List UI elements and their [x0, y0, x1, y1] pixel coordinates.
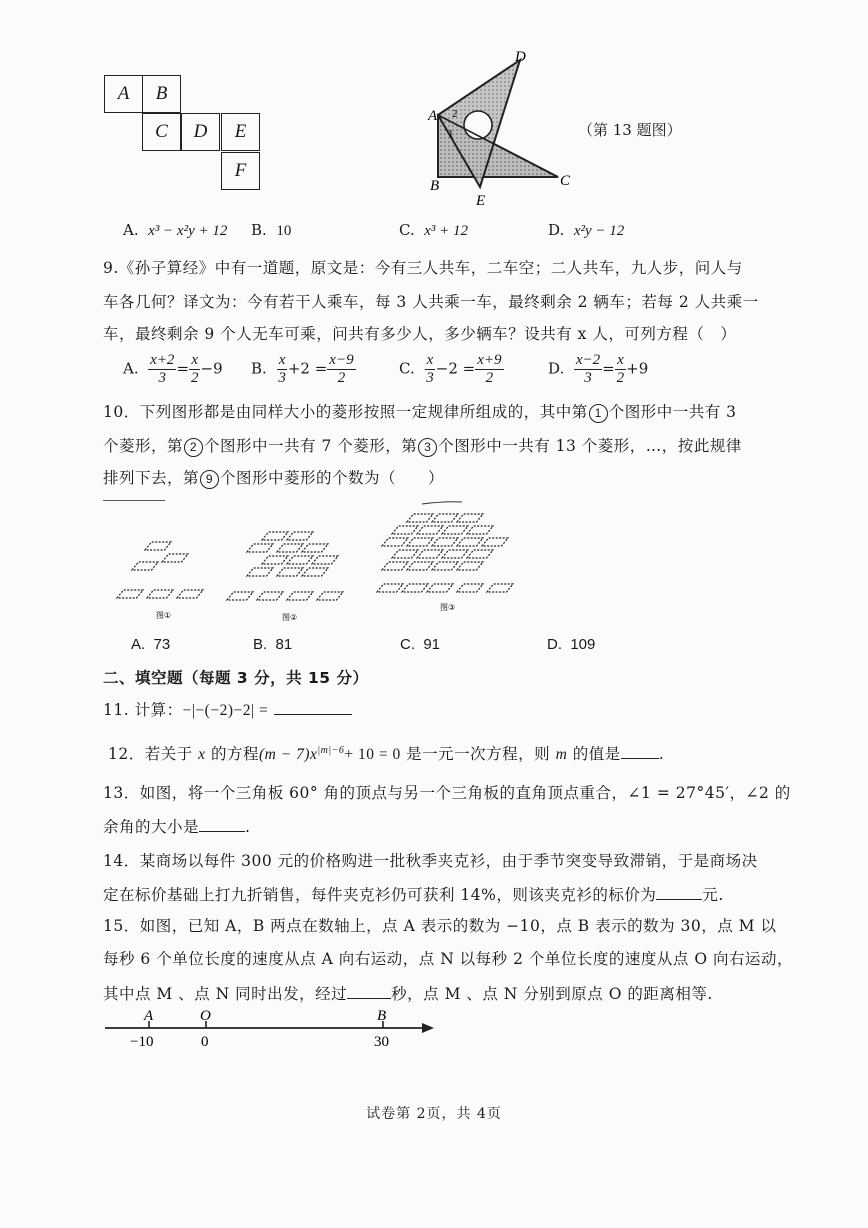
- rhombus: [467, 550, 493, 558]
- rhombus: [227, 592, 253, 600]
- q10-option-b: B. 81: [253, 636, 293, 653]
- net-cell-f: F: [221, 152, 260, 190]
- rhombus: [132, 562, 158, 570]
- number-line: [100, 1004, 440, 1054]
- q9-line-2: 车各几何？译文为：今有若干人乘车，每 3 人共乘一车，最终剩余 2 辆车；若每 2 人共乘一: [103, 293, 759, 311]
- label-e: E: [476, 193, 486, 209]
- q8-option-d: D. x²y − 12: [548, 221, 625, 239]
- point-b-label: B: [377, 1008, 387, 1024]
- point-o-label: O: [200, 1008, 211, 1024]
- q11-answer-blank[interactable]: [274, 714, 352, 715]
- q14-line-1: 14．某商场以每件 300 元的价格购进一批秋季夹克衫，由于季节突变导致滞销，于是商场决: [103, 852, 758, 870]
- rhombus: [145, 542, 171, 550]
- rhombus: [457, 514, 483, 522]
- rhombus: [302, 544, 328, 552]
- rhombus: [117, 590, 143, 598]
- q9-option-b: B. $\frac{x}{3}$ +2 = $\frac{x-9}{2}$: [251, 352, 354, 386]
- label-b: B: [430, 178, 440, 194]
- q14-answer-blank[interactable]: [656, 899, 702, 900]
- q15-answer-blank[interactable]: [347, 998, 391, 999]
- label-c: C: [560, 173, 571, 189]
- net-cell-e: E: [221, 113, 260, 151]
- q15-line-3: 其中点 M 、点 N 同时出发，经过 秒，点 M 、点 N 分别到原点 O 的距离相等.: [103, 985, 713, 1003]
- rhombus: [442, 526, 468, 534]
- rhombus: [407, 562, 433, 570]
- q12: 12．若关于 x 的方程$(m - 7)x^{|m|-6}+ 10 = 0$ 是一元一次方程，则 m 的值是 .: [108, 744, 665, 763]
- q12-answer-blank[interactable]: [621, 758, 659, 759]
- figure-2-label: 图②: [282, 613, 298, 622]
- point-a-label: A: [144, 1008, 154, 1024]
- rhombus: [407, 538, 433, 546]
- q15-line-1: 15．如图，已知 A，B 两点在数轴上，点 A 表示的数为 −10，点 B 表示的数为 30，点 M 以: [103, 917, 777, 935]
- rhombus: [392, 526, 418, 534]
- rhombus: [417, 526, 443, 534]
- q13-line-1: 13．如图，将一个三角板 60° 角的顶点与另一个三角板的直角顶点重合，∠1 = 27°45′，∠2 的: [103, 784, 791, 802]
- rhombus: [382, 562, 408, 570]
- rhombus: [277, 544, 303, 552]
- q8-option-a: A. x³ − x²y + 12: [123, 221, 228, 239]
- rhombus: [312, 556, 338, 564]
- q14-line-2: 定在标价基础上打九折销售，每件夹克衫仍可获利 14%，则该夹克衫的标价为 元.: [103, 886, 724, 904]
- q13-line-2: 余角的大小是 .: [103, 818, 251, 836]
- q9-option-d: D. $\frac{x-2}{3}$ = $\frac{x}{2}$ +9: [548, 352, 649, 386]
- rhombus: [147, 590, 173, 598]
- net-cell-d: D: [181, 113, 220, 151]
- net-cell-c: C: [142, 113, 181, 151]
- q10-option-c: C. 91: [400, 636, 441, 653]
- q10-line-1: 10．下列图形都是由同样大小的菱形按照一定规律所组成的，其中第 1 个图形中一共有 3: [103, 403, 737, 421]
- q10-line-3: 排列下去，第 9 个图形中菱形的个数为（ ）: [103, 469, 445, 487]
- q15-line-2: 每秒 6 个单位长度的速度从点 A 向右运动，点 N 以每秒 2 个单位长度的速度从点 O 向右运动，: [103, 950, 793, 968]
- q8-option-c: C. x³ + 12: [399, 221, 469, 239]
- rhombus: [247, 568, 273, 576]
- rhombus: [262, 556, 288, 564]
- figure-3-label: 图③: [440, 603, 456, 612]
- rhombus: [427, 584, 453, 592]
- tick-label-0: 0: [201, 1034, 209, 1050]
- rhombus: [457, 584, 483, 592]
- label-a: A: [428, 108, 438, 124]
- section-heading: 二、填空题（每题 3 分，共 15 分）: [103, 669, 369, 687]
- rhombus: [287, 532, 313, 540]
- tick-label-neg10: −10: [130, 1034, 154, 1050]
- rhombus: [317, 592, 343, 600]
- q9-line-1: 9.《孙子算经》中有一道题，原文是：今有三人共车，二车空；二人共车，九人步，问人与: [103, 259, 743, 277]
- rhombus: [262, 532, 288, 540]
- rhombus: [402, 584, 428, 592]
- triangle-figure: [420, 45, 600, 215]
- net-cell-b: B: [142, 75, 181, 113]
- rhombus: [442, 550, 468, 558]
- rhombus: [432, 538, 458, 546]
- label-d: D: [515, 49, 526, 65]
- angle-1-label: 1: [448, 128, 454, 140]
- q8-option-b: B. 10: [251, 221, 292, 239]
- q10-line-2: 个菱形，第 2 个图形中一共有 7 个菱形，第 3 个图形中一共有 13 个菱形，…，按此规律: [103, 437, 742, 455]
- q9-option-a: A. $\frac{x+2}{3}$ = $\frac{x}{2}$ −9: [123, 352, 223, 386]
- rhombus: [392, 550, 418, 558]
- rhombus: [302, 568, 328, 576]
- rhombus: [162, 554, 188, 562]
- rhombus: [467, 526, 493, 534]
- rhombus: [257, 592, 283, 600]
- rhombus: [482, 538, 508, 546]
- rhombus: [287, 592, 313, 600]
- rhombus: [432, 514, 458, 522]
- rhombus: [287, 556, 313, 564]
- rhombus: [247, 544, 273, 552]
- rhombus-pattern-figures: [110, 500, 540, 625]
- rhombus: [277, 568, 303, 576]
- tick-label-30: 30: [374, 1034, 389, 1050]
- q9-option-c: C. $\frac{x}{3}$ −2 = $\frac{x+9}{2}$: [399, 352, 502, 386]
- net-cell-a: A: [104, 75, 143, 113]
- page-footer: 试卷第 2页，共 4页: [366, 1106, 502, 1122]
- q13-answer-blank[interactable]: [199, 831, 245, 832]
- angle-2-label: 2: [452, 108, 458, 120]
- rhombus: [457, 562, 483, 570]
- rhombus: [407, 514, 433, 522]
- rhombus: [487, 584, 513, 592]
- q11: 11. 计算：−|−(−2)−2| =: [103, 698, 352, 720]
- rhombus: [432, 562, 458, 570]
- rhombus: [457, 538, 483, 546]
- rhombus: [417, 550, 443, 558]
- rhombus: [382, 538, 408, 546]
- rhombus: [377, 584, 403, 592]
- rhombus: [177, 590, 203, 598]
- q10-option-a: A. 73: [131, 636, 171, 653]
- q10-option-d: D. 109: [547, 636, 596, 653]
- figure-1-label: 图①: [156, 611, 172, 620]
- figure-13-caption: （第 13 题图）: [578, 121, 682, 139]
- q9-line-3: 车，最终剩余 9 个人无车可乘，问共有多少人，多少辆车？设共有 x 人，可列方程（ ）: [103, 325, 737, 343]
- arrow-right-icon: [422, 1023, 434, 1033]
